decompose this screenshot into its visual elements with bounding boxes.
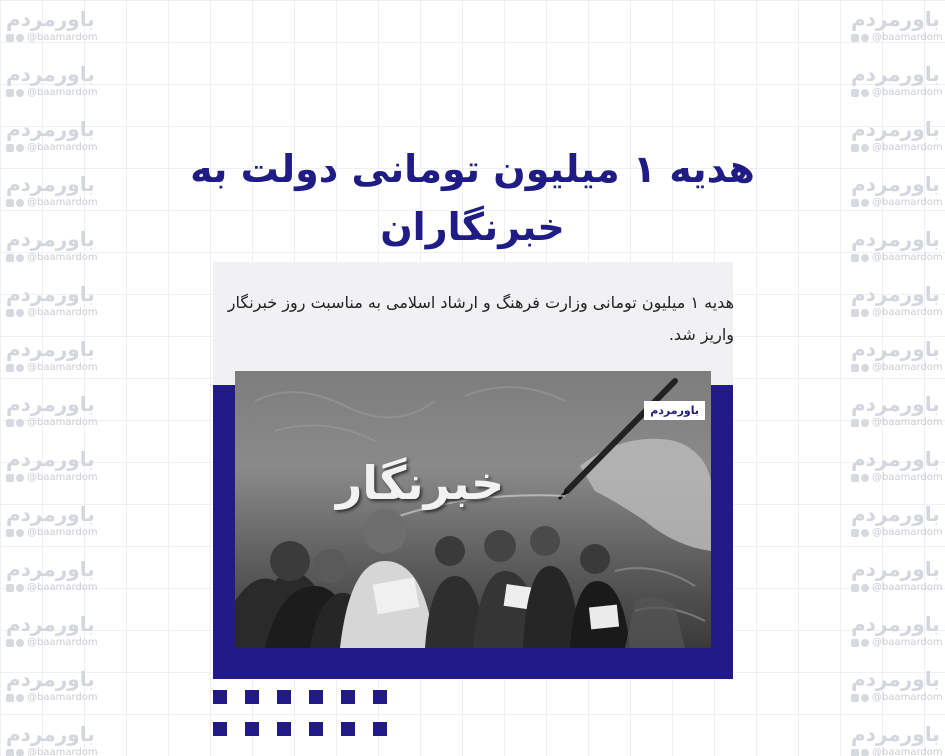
watermark-logo: باورمردم [851,7,940,31]
telegram-icon [861,199,869,207]
watermark-logo: باورمردم [6,172,95,196]
watermark-handle [851,472,945,483]
telegram-icon [16,364,24,372]
watermark-handle-text: @baamardom [872,472,943,483]
watermark-item [845,220,945,275]
watermark-item [0,605,100,660]
telegram-icon [861,584,869,592]
decorative-dot [245,722,259,736]
watermark-handle-text: @baamardom [27,362,98,373]
watermark-item [0,715,100,756]
social-icons [6,309,24,317]
watermark-logo: باورمردم [851,227,940,251]
watermark-item [0,55,100,110]
telegram-icon [861,254,869,262]
social-icons [851,584,869,592]
watermark-handle-text: @baamardom [27,747,98,756]
instagram-icon [851,584,859,592]
watermark-handle [851,692,945,703]
post-description: هدیه ۱ میلیون تومانی وزارت فرهنگ و ارشاد اسلامی به مناسبت روز خبرنگار واریز شد. [227,293,734,344]
watermark-handle [851,32,945,43]
watermark-item [845,55,945,110]
telegram-icon [861,474,869,482]
instagram-icon [851,144,859,152]
social-icons [6,34,24,42]
watermark-logo: باورمردم [851,447,940,471]
instagram-icon [6,34,14,42]
decorative-dot [213,690,227,704]
watermark-logo: باورمردم [6,557,95,581]
social-icons [851,364,869,372]
watermark-handle [851,87,945,98]
watermark-handle-text: @baamardom [27,252,98,263]
photo-caption-word: خبرنگار [335,456,505,510]
watermark-handle-text: @baamardom [27,692,98,703]
decorative-dot-grid [213,690,393,740]
watermark-logo: باورمردم [6,337,95,361]
social-icons [6,584,24,592]
watermark-handle [6,747,100,756]
social-icons [851,309,869,317]
watermark-item [845,165,945,220]
watermark-logo: باورمردم [851,172,940,196]
watermark-item [845,605,945,660]
watermark-handle [851,637,945,648]
telegram-icon [861,364,869,372]
watermark-handle-text: @baamardom [27,142,98,153]
instagram-icon [851,694,859,702]
watermark-logo: باورمردم [851,557,940,581]
social-icons [6,694,24,702]
watermark-logo: باورمردم [851,667,940,691]
social-icons [851,639,869,647]
instagram-icon [851,364,859,372]
social-icons [6,199,24,207]
telegram-icon [16,639,24,647]
watermark-logo: باورمردم [6,62,95,86]
watermark-handle-text: @baamardom [27,637,98,648]
watermark-handle-text: @baamardom [872,87,943,98]
watermark-item [0,550,100,605]
telegram-icon [16,34,24,42]
telegram-icon [861,419,869,427]
watermark-handle-text: @baamardom [872,582,943,593]
watermark-logo: باورمردم [851,502,940,526]
telegram-icon [16,474,24,482]
social-icons [851,34,869,42]
telegram-icon [16,749,24,756]
instagram-icon [851,199,859,207]
watermark-item [0,220,100,275]
watermark-handle [6,692,100,703]
social-icons [851,254,869,262]
instagram-icon [851,34,859,42]
watermark-handle [6,472,100,483]
watermark-handle [6,637,100,648]
watermark-handle-text: @baamardom [27,197,98,208]
social-icons [6,89,24,97]
social-icons [851,144,869,152]
watermark-logo: باورمردم [6,667,95,691]
watermark-item [845,110,945,165]
watermark-handle-text: @baamardom [27,527,98,538]
watermark-handle-text: @baamardom [27,472,98,483]
decorative-dot [341,690,355,704]
watermark-item [0,165,100,220]
instagram-icon [6,419,14,427]
watermark-handle [6,527,100,538]
news-photo [235,371,711,648]
decorative-dot [309,722,323,736]
watermark-handle [6,252,100,263]
social-icons [6,474,24,482]
telegram-icon [861,749,869,756]
decorative-dot [277,722,291,736]
watermark-handle-text: @baamardom [872,142,943,153]
instagram-icon [6,529,14,537]
watermark-logo: باورمردم [6,392,95,416]
watermark-logo: باورمردم [6,722,95,746]
telegram-icon [861,89,869,97]
telegram-icon [16,254,24,262]
watermark-logo: باورمردم [6,227,95,251]
watermark-item [845,660,945,715]
watermark-handle-text: @baamardom [27,307,98,318]
social-icons [6,254,24,262]
watermark-handle-text: @baamardom [872,362,943,373]
watermark-handle [851,307,945,318]
watermark-handle-text: @baamardom [872,197,943,208]
watermark-handle-text: @baamardom [872,527,943,538]
watermark-handle [851,582,945,593]
social-icons [6,639,24,647]
watermark-item [845,0,945,55]
telegram-icon [16,199,24,207]
instagram-icon [6,364,14,372]
watermark-handle [6,582,100,593]
watermark-item [845,330,945,385]
social-icons [6,364,24,372]
watermark-item [845,550,945,605]
watermark-item [0,110,100,165]
watermark-handle [6,362,100,373]
watermark-logo: باورمردم [6,282,95,306]
watermark-logo: باورمردم [6,7,95,31]
watermark-logo: باورمردم [851,337,940,361]
instagram-icon [6,254,14,262]
watermark-handle [6,142,100,153]
telegram-icon [861,694,869,702]
telegram-icon [16,419,24,427]
social-icons [851,749,869,756]
watermark-item [0,660,100,715]
decorative-dot [373,690,387,704]
instagram-icon [851,749,859,756]
watermark-handle-text: @baamardom [872,32,943,43]
decorative-dot [277,690,291,704]
watermark-handle-text: @baamardom [27,417,98,428]
instagram-icon [851,309,859,317]
watermark-item [0,330,100,385]
watermark-handle-text: @baamardom [872,747,943,756]
decorative-dot [373,722,387,736]
watermark-handle [6,87,100,98]
instagram-icon [851,639,859,647]
watermark-logo: باورمردم [6,447,95,471]
watermark-item [0,495,100,550]
instagram-icon [6,694,14,702]
watermark-handle [851,252,945,263]
watermark-logo: باورمردم [6,612,95,636]
social-icons [851,529,869,537]
watermark-item [845,385,945,440]
watermark-item [0,0,100,55]
social-icons [6,419,24,427]
decorative-dot [245,690,259,704]
watermark-logo: باورمردم [851,282,940,306]
watermark-handle [6,417,100,428]
instagram-icon [851,529,859,537]
watermark-item [845,440,945,495]
telegram-icon [16,584,24,592]
watermark-handle [851,527,945,538]
social-icons [6,529,24,537]
watermark-column-right [845,0,945,756]
social-icons [6,749,24,756]
journalists-group-graphic [235,509,685,648]
watermark-item [0,385,100,440]
watermark-logo: باورمردم [851,117,940,141]
watermark-logo: باورمردم [851,392,940,416]
watermark-item [845,495,945,550]
social-icons [6,144,24,152]
decorative-dot [341,722,355,736]
instagram-icon [851,89,859,97]
instagram-icon [851,474,859,482]
watermark-handle-text: @baamardom [27,87,98,98]
decorative-dot [309,690,323,704]
watermark-item [0,440,100,495]
social-icons [851,89,869,97]
telegram-icon [861,144,869,152]
watermark-logo: باورمردم [851,612,940,636]
watermark-logo: باورمردم [851,722,940,746]
watermark-handle [851,142,945,153]
watermark-handle [851,197,945,208]
watermark-handle [851,747,945,756]
photo-brand-badge: باورمردم [644,401,705,420]
watermark-handle [6,307,100,318]
social-icons [851,419,869,427]
instagram-icon [6,584,14,592]
watermark-item [845,275,945,330]
watermark-handle-text: @baamardom [27,582,98,593]
watermark-handle [6,197,100,208]
watermark-handle-text: @baamardom [872,307,943,318]
watermark-logo: باورمردم [851,62,940,86]
instagram-icon [6,144,14,152]
telegram-icon [861,309,869,317]
watermark-handle-text: @baamardom [27,32,98,43]
watermark-handle [851,417,945,428]
instagram-icon [851,254,859,262]
watermark-handle-text: @baamardom [872,637,943,648]
watermark-item [0,275,100,330]
telegram-icon [861,529,869,537]
watermark-item [845,715,945,756]
watermark-logo: باورمردم [6,502,95,526]
social-icons [851,474,869,482]
watermark-handle [851,362,945,373]
instagram-icon [6,639,14,647]
social-icons [851,694,869,702]
watermark-handle-text: @baamardom [872,252,943,263]
instagram-icon [6,309,14,317]
instagram-icon [6,749,14,756]
watermark-logo: باورمردم [6,117,95,141]
instagram-icon [6,474,14,482]
post-title: هدیه ۱ میلیون تومانی دولت به خبرنگاران [190,147,755,249]
telegram-icon [861,639,869,647]
telegram-icon [16,309,24,317]
watermark-column-left [0,0,100,756]
watermark-handle [6,32,100,43]
telegram-icon [16,144,24,152]
watermark-handle-text: @baamardom [872,692,943,703]
decorative-dot [213,722,227,736]
social-icons [851,199,869,207]
telegram-icon [16,694,24,702]
telegram-icon [16,529,24,537]
instagram-icon [6,89,14,97]
telegram-icon [861,34,869,42]
instagram-icon [851,419,859,427]
telegram-icon [16,89,24,97]
watermark-handle-text: @baamardom [872,417,943,428]
instagram-icon [6,199,14,207]
